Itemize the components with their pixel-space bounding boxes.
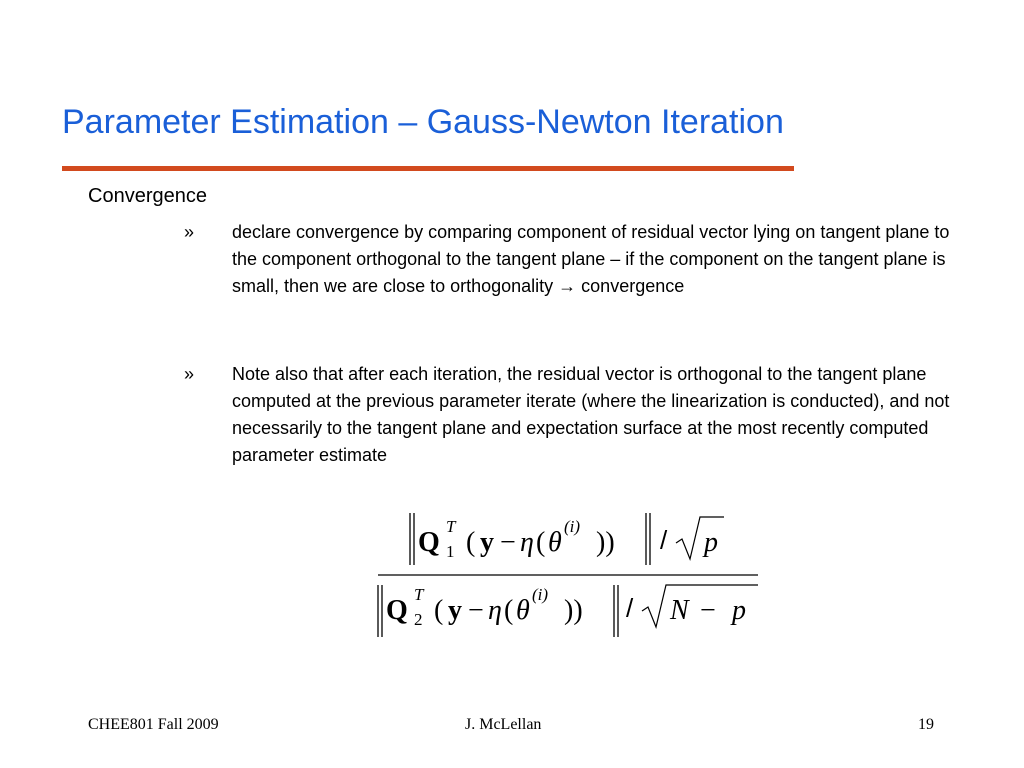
- bullet-1-text-before: declare convergence by comparing component of residual vector lying on tangent plane to the component orthogonal to the tangent plane – if the component on the tangent plane is small, then we are close to orthogonality: [232, 222, 950, 296]
- denominator-minus: −: [468, 595, 484, 626]
- footer-author: J. McLellan: [465, 716, 542, 733]
- denominator-iteration: (i): [532, 585, 549, 604]
- denominator-transpose: T: [414, 585, 424, 604]
- footer-page-number: 19: [918, 716, 934, 733]
- numerator-iteration: (i): [564, 517, 581, 536]
- paren: )): [596, 527, 615, 558]
- paren: (: [434, 595, 444, 626]
- numerator-y: y: [480, 527, 494, 558]
- denominator-N: N: [670, 595, 689, 626]
- denominator-minus-2: −: [700, 595, 716, 626]
- numerator-Q: Q: [418, 527, 440, 558]
- denominator-subscript: 2: [414, 610, 423, 629]
- bullet-text-1: [232, 219, 952, 300]
- denominator-y: y: [448, 595, 462, 626]
- section-heading: Convergence: [88, 185, 207, 207]
- numerator-minus: −: [500, 527, 516, 558]
- denominator-slash: /: [626, 593, 634, 623]
- slide-title: Parameter Estimation – Gauss-Newton Iteration: [62, 103, 784, 141]
- paren: (: [466, 527, 476, 558]
- paren: (: [504, 595, 514, 626]
- numerator-theta: θ: [548, 527, 562, 558]
- bullet-text-2: Note also that after each iteration, the residual vector is orthogonal to the tangent plane computed at the previous parameter iterate (where the linearization is conducted), and not necessarily to the tangent plane and expectation surface at the most recently computed parameter estimate: [232, 364, 950, 465]
- numerator-eta: η: [520, 527, 534, 558]
- paren: (: [536, 527, 546, 558]
- title-underline: [62, 166, 794, 171]
- numerator-p: p: [704, 527, 718, 558]
- footer-course: CHEE801 Fall 2009: [88, 716, 219, 733]
- denominator-eta: η: [488, 595, 502, 626]
- bullet-1-text-after: convergence: [576, 276, 685, 296]
- convergence-formula: [370, 505, 770, 645]
- right-arrow-icon: →: [558, 276, 577, 296]
- numerator-slash: /: [660, 525, 668, 555]
- paren: )): [564, 595, 583, 626]
- numerator-subscript: 1: [446, 542, 455, 561]
- bullet-marker: »: [184, 364, 195, 384]
- denominator-p: p: [732, 595, 746, 626]
- numerator-transpose: T: [446, 517, 456, 536]
- bullet-marker: »: [184, 222, 195, 242]
- denominator-theta: θ: [516, 595, 530, 626]
- denominator-Q: Q: [386, 595, 408, 626]
